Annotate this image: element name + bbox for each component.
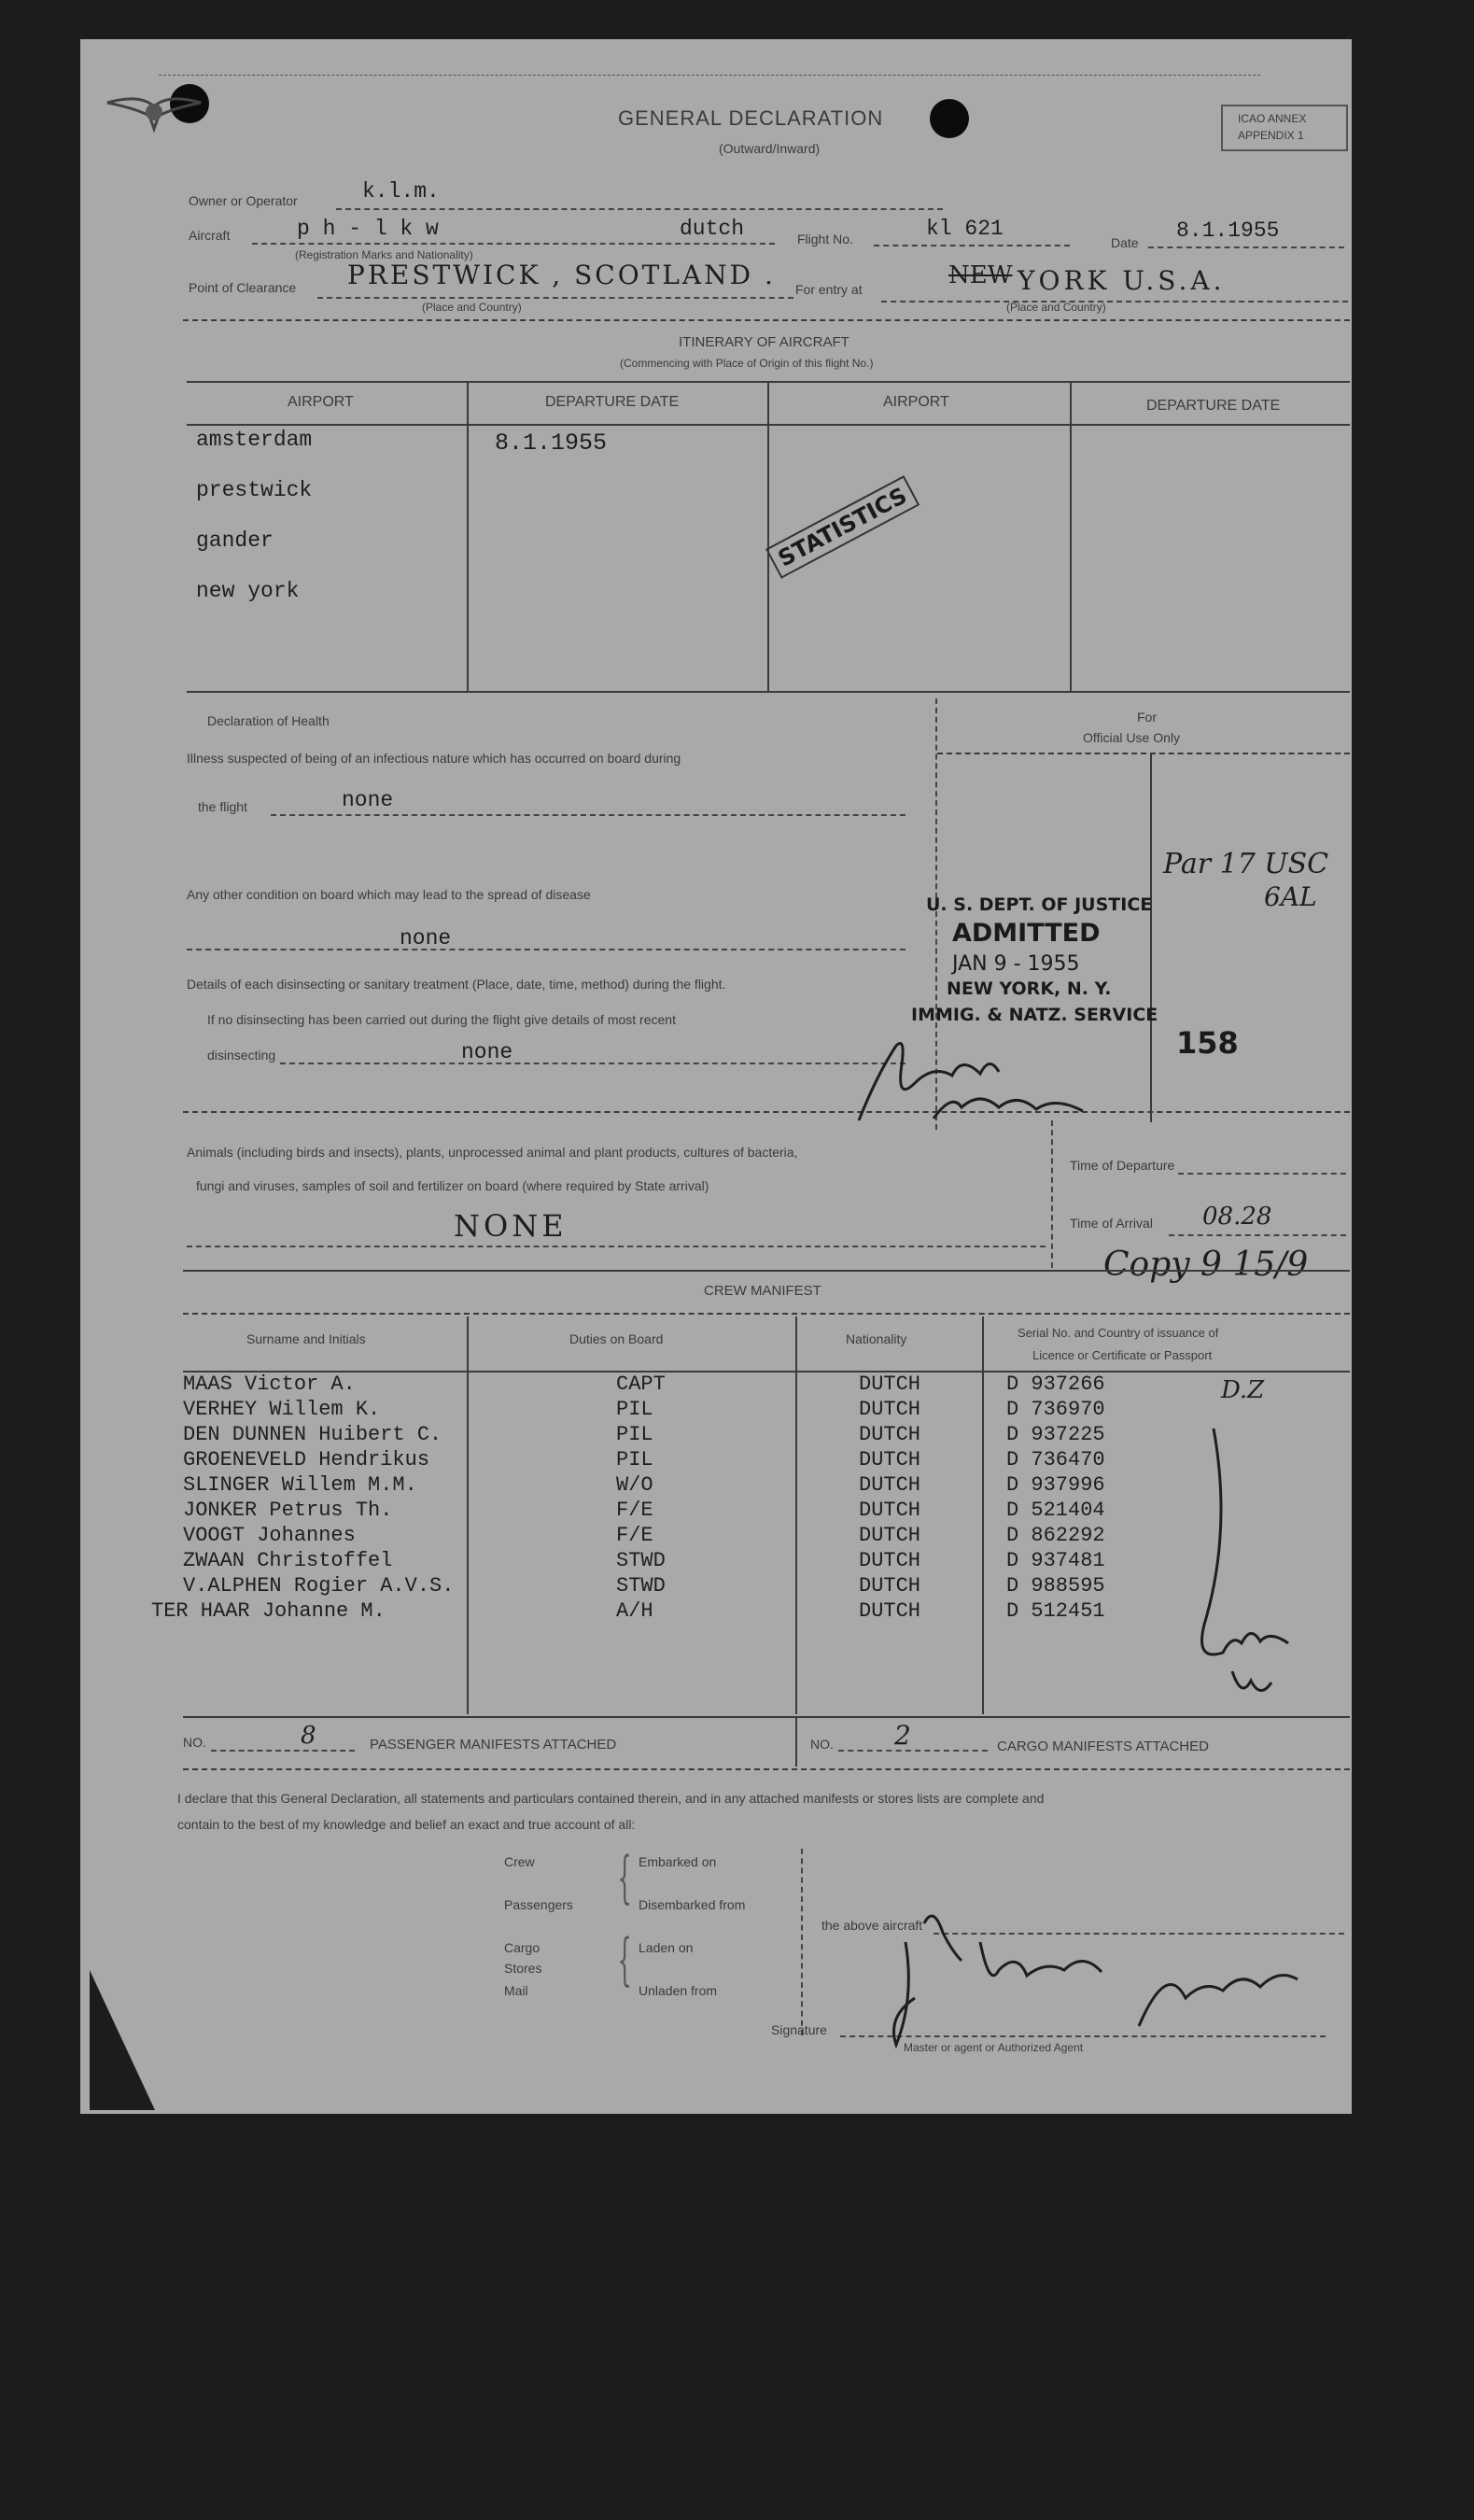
crew-nationality: DUTCH xyxy=(859,1373,921,1396)
declaration-item: Passengers xyxy=(504,1897,573,1912)
crew-duty: W/O xyxy=(616,1473,653,1497)
crew-duty: F/E xyxy=(616,1524,653,1547)
fill-line xyxy=(280,1063,905,1064)
crew-name: GROENEVELD Hendrikus xyxy=(183,1448,430,1471)
table-rule xyxy=(1070,381,1072,691)
itinerary-airport: amsterdam xyxy=(196,428,313,452)
page-title: GENERAL DECLARATION xyxy=(618,106,884,130)
entry-caption: (Place and Country) xyxy=(1006,301,1106,314)
appendix-line: APPENDIX 1 xyxy=(1238,129,1304,142)
table-rule xyxy=(795,1316,797,1714)
crew-duty: CAPT xyxy=(616,1373,666,1396)
health-answer: none xyxy=(400,926,452,950)
table-rule xyxy=(183,1313,1350,1315)
crew-name: DEN DUNNEN Huibert C. xyxy=(183,1423,442,1446)
health-title: Declaration of Health xyxy=(207,713,330,728)
itinerary-departure-date: 8.1.1955 xyxy=(495,429,608,457)
arrival-time-value: 08.28 xyxy=(1202,1203,1272,1231)
official-for: For xyxy=(1137,710,1157,725)
health-question: disinsecting xyxy=(207,1048,276,1063)
declaration-item: Unladen from xyxy=(639,1983,718,1998)
crew-duty: A/H xyxy=(616,1599,653,1623)
crew-serial: D 937266 xyxy=(1006,1373,1105,1396)
crew-serial: D 937481 xyxy=(1006,1549,1105,1572)
fill-line xyxy=(211,1750,355,1752)
signature-caption: Master or agent or Authorized Agent xyxy=(904,2041,1084,2054)
official-note: 6AL xyxy=(1264,881,1317,912)
manifest-no-label: NO. xyxy=(183,1735,206,1750)
page-subtitle: (Outward/Inward) xyxy=(719,141,821,156)
folded-corner xyxy=(90,1970,155,2110)
declaration-item: Cargo xyxy=(504,1940,540,1955)
section-divider xyxy=(183,1270,1350,1272)
declaration-item: Laden on xyxy=(639,1940,694,1955)
section-divider xyxy=(183,1111,1350,1113)
crew-name: ZWAAN Christoffel xyxy=(183,1549,393,1572)
flight-label: Flight No. xyxy=(797,232,853,246)
fill-line xyxy=(336,208,943,210)
fill-line xyxy=(317,297,793,299)
table-rule xyxy=(187,691,1350,693)
official-label: Official Use Only xyxy=(1083,730,1180,745)
crew-duty: STWD xyxy=(616,1574,666,1598)
flight-value: kl 621 xyxy=(926,217,1004,241)
health-question: Any other condition on board which may lead to the spread of disease xyxy=(187,887,591,902)
crew-nationality: DUTCH xyxy=(859,1423,921,1446)
crew-name: V.ALPHEN Rogier A.V.S. xyxy=(183,1574,455,1598)
departure-time-label: Time of Departure xyxy=(1070,1158,1175,1173)
inspector-signature-icon xyxy=(840,1018,1139,1130)
crew-name: MAAS Victor A. xyxy=(183,1373,356,1396)
operator-label: Owner or Operator xyxy=(189,193,298,208)
fill-line xyxy=(271,814,905,816)
crew-nationality: DUTCH xyxy=(859,1524,921,1547)
brace-icon: { xyxy=(617,1845,632,1910)
official-number: 158 xyxy=(1176,1025,1239,1061)
statistics-stamp: STATISTICS xyxy=(765,475,919,579)
stamp-line: ADMITTED xyxy=(952,919,1101,948)
crew-serial: D 736970 xyxy=(1006,1398,1105,1421)
health-answer: none xyxy=(461,1040,513,1064)
arrival-time-label: Time of Arrival xyxy=(1070,1216,1153,1231)
fill-line xyxy=(1148,246,1344,248)
crew-serial: D 937225 xyxy=(1006,1423,1105,1446)
crew-name: SLINGER Willem M.M. xyxy=(183,1473,417,1497)
crew-header: Duties on Board xyxy=(569,1331,664,1346)
itinerary-header: DEPARTURE DATE xyxy=(545,394,680,410)
top-border xyxy=(159,75,1260,76)
health-question: Illness suspected of being of an infectious nature which has occurred on board during xyxy=(187,751,681,766)
clearance-label: Point of Clearance xyxy=(189,280,297,295)
stamp-line: IMMIG. & NATZ. SERVICE xyxy=(911,1005,1158,1025)
health-question: the flight xyxy=(198,799,247,814)
crew-duty: PIL xyxy=(616,1398,653,1421)
aircraft-label: Aircraft xyxy=(189,228,231,243)
declaration-item: Disembarked from xyxy=(639,1897,746,1912)
captain-signature-icon xyxy=(859,1886,1326,2054)
brace-icon: { xyxy=(617,1927,632,1992)
declaration-item: Crew xyxy=(504,1854,535,1869)
crew-serial: D 736470 xyxy=(1006,1448,1105,1471)
passenger-manifest-label: PASSENGER MANIFESTS ATTACHED xyxy=(370,1737,617,1753)
table-rule xyxy=(183,1716,1350,1718)
fill-line xyxy=(187,949,905,950)
fill-line xyxy=(187,1246,1046,1247)
crew-name: VOOGT Johannes xyxy=(183,1524,356,1547)
stamp-line: NEW YORK, N. Y. xyxy=(947,978,1112,999)
crew-serial: D 937996 xyxy=(1006,1473,1105,1497)
crew-duty: PIL xyxy=(616,1423,653,1446)
crew-name: TER HAAR Johanne M. xyxy=(151,1599,386,1623)
itinerary-airport: new york xyxy=(196,579,300,603)
crew-name: VERHEY Willem K. xyxy=(183,1398,381,1421)
appendix-line: ICAO ANNEX xyxy=(1238,112,1307,125)
health-question: If no disinsecting has been carried out during the flight give details of most recent xyxy=(207,1012,676,1027)
stamp-line: JAN 9 - 1955 xyxy=(952,952,1080,976)
crew-header: Nationality xyxy=(846,1331,907,1346)
crew-serial: D 862292 xyxy=(1006,1524,1105,1547)
registration-caption: (Registration Marks and Nationality) xyxy=(295,248,473,261)
itinerary-header: DEPARTURE DATE xyxy=(1146,398,1281,414)
crew-name: JONKER Petrus Th. xyxy=(183,1499,393,1522)
declaration-item: Mail xyxy=(504,1983,528,1998)
crew-header: Licence or Certificate or Passport xyxy=(1032,1348,1213,1362)
place-caption: (Place and Country) xyxy=(422,301,522,314)
copy-note: Copy 9 15/9 xyxy=(1103,1246,1309,1284)
itinerary-header: AIRPORT xyxy=(883,394,949,410)
crew-serial: D 521404 xyxy=(1006,1499,1105,1522)
animals-text: Animals (including birds and insects), plants, unprocessed animal and plant products, cultures of bacteria, xyxy=(187,1145,798,1160)
crew-nationality: DUTCH xyxy=(859,1448,921,1471)
crew-duty: F/E xyxy=(616,1499,653,1522)
animals-answer: NONE xyxy=(454,1208,568,1244)
fill-line xyxy=(1169,1234,1346,1236)
declaration-text: I declare that this General Declaration, all statements and particulars contained therein, and in any attached manifests or stores lists are complete and xyxy=(177,1791,1045,1806)
cargo-manifest-count: 2 xyxy=(894,1720,911,1751)
aircraft-value: p h - l k w xyxy=(297,217,439,241)
animals-text: fungi and viruses, samples of soil and fertilizer on board (where required by State arrival) xyxy=(196,1178,709,1193)
entry-value-struck: NEW xyxy=(948,261,1013,289)
entry-label: For entry at xyxy=(795,282,863,297)
stamp-line: U. S. DEPT. OF JUSTICE xyxy=(926,894,1153,915)
declaration-item: Embarked on xyxy=(639,1854,717,1869)
itinerary-airport: gander xyxy=(196,528,274,553)
fill-line xyxy=(874,245,1070,246)
manifest-no-label: NO. xyxy=(810,1737,834,1752)
declaration-text: contain to the best of my knowledge and belief an exact and true account of all: xyxy=(177,1817,636,1832)
table-rule xyxy=(467,1316,469,1714)
crew-header: Surname and Initials xyxy=(246,1331,366,1346)
table-rule xyxy=(982,1316,984,1714)
box-rule xyxy=(1051,1120,1053,1268)
box-rule xyxy=(937,753,1350,754)
itinerary-caption: (Commencing with Place of Origin of this flight No.) xyxy=(620,357,874,370)
crew-duty: STWD xyxy=(616,1549,666,1572)
crew-signature-icon xyxy=(1167,1419,1316,1718)
nationality-value: dutch xyxy=(680,217,745,241)
itinerary-title: ITINERARY OF AIRCRAFT xyxy=(679,334,849,350)
airline-logo-icon xyxy=(103,75,205,149)
crew-nationality: DUTCH xyxy=(859,1398,921,1421)
box-rule xyxy=(801,1849,803,2035)
declaration-aircraft: the above aircraft xyxy=(821,1918,923,1933)
crew-title: CREW MANIFEST xyxy=(704,1283,821,1299)
section-divider xyxy=(183,1768,1350,1770)
table-rule xyxy=(467,381,469,691)
fill-line xyxy=(881,301,1348,303)
crew-nationality: DUTCH xyxy=(859,1499,921,1522)
crew-nationality: DUTCH xyxy=(859,1473,921,1497)
crew-duty: PIL xyxy=(616,1448,653,1471)
fill-line xyxy=(838,1750,988,1752)
date-label: Date xyxy=(1111,235,1139,250)
table-rule xyxy=(183,1371,1350,1373)
section-divider xyxy=(183,319,1350,321)
table-rule xyxy=(767,381,769,691)
itinerary-airport: prestwick xyxy=(196,478,313,502)
signature-label: Signature xyxy=(771,2022,827,2037)
clearance-value: PRESTWICK , SCOTLAND . xyxy=(347,260,776,290)
crew-serial: D 512451 xyxy=(1006,1599,1105,1623)
crew-margin-note: D.Z xyxy=(1221,1376,1265,1404)
operator-value: k.l.m. xyxy=(362,179,440,204)
appendix-box xyxy=(1221,105,1348,151)
fill-line xyxy=(1178,1173,1346,1175)
cargo-manifest-label: CARGO MANIFESTS ATTACHED xyxy=(997,1739,1209,1754)
crew-nationality: DUTCH xyxy=(859,1599,921,1623)
table-rule xyxy=(795,1718,797,1767)
date-value: 8.1.1955 xyxy=(1176,218,1280,243)
entry-value: YORK U.S.A. xyxy=(1018,265,1226,296)
punch-hole xyxy=(930,99,969,138)
declaration-item: Stores xyxy=(504,1961,542,1976)
itinerary-header: AIRPORT xyxy=(288,394,354,410)
passenger-manifest-count: 8 xyxy=(301,1722,316,1750)
crew-nationality: DUTCH xyxy=(859,1574,921,1598)
health-question: Details of each disinsecting or sanitary treatment (Place, date, time, method) during the flight. xyxy=(187,977,726,992)
health-answer: none xyxy=(342,788,394,812)
crew-nationality: DUTCH xyxy=(859,1549,921,1572)
crew-header: Serial No. and Country of issuance of xyxy=(1018,1326,1219,1340)
crew-serial: D 988595 xyxy=(1006,1574,1105,1598)
fill-line xyxy=(252,243,775,245)
official-note: Par 17 USC xyxy=(1163,848,1329,880)
